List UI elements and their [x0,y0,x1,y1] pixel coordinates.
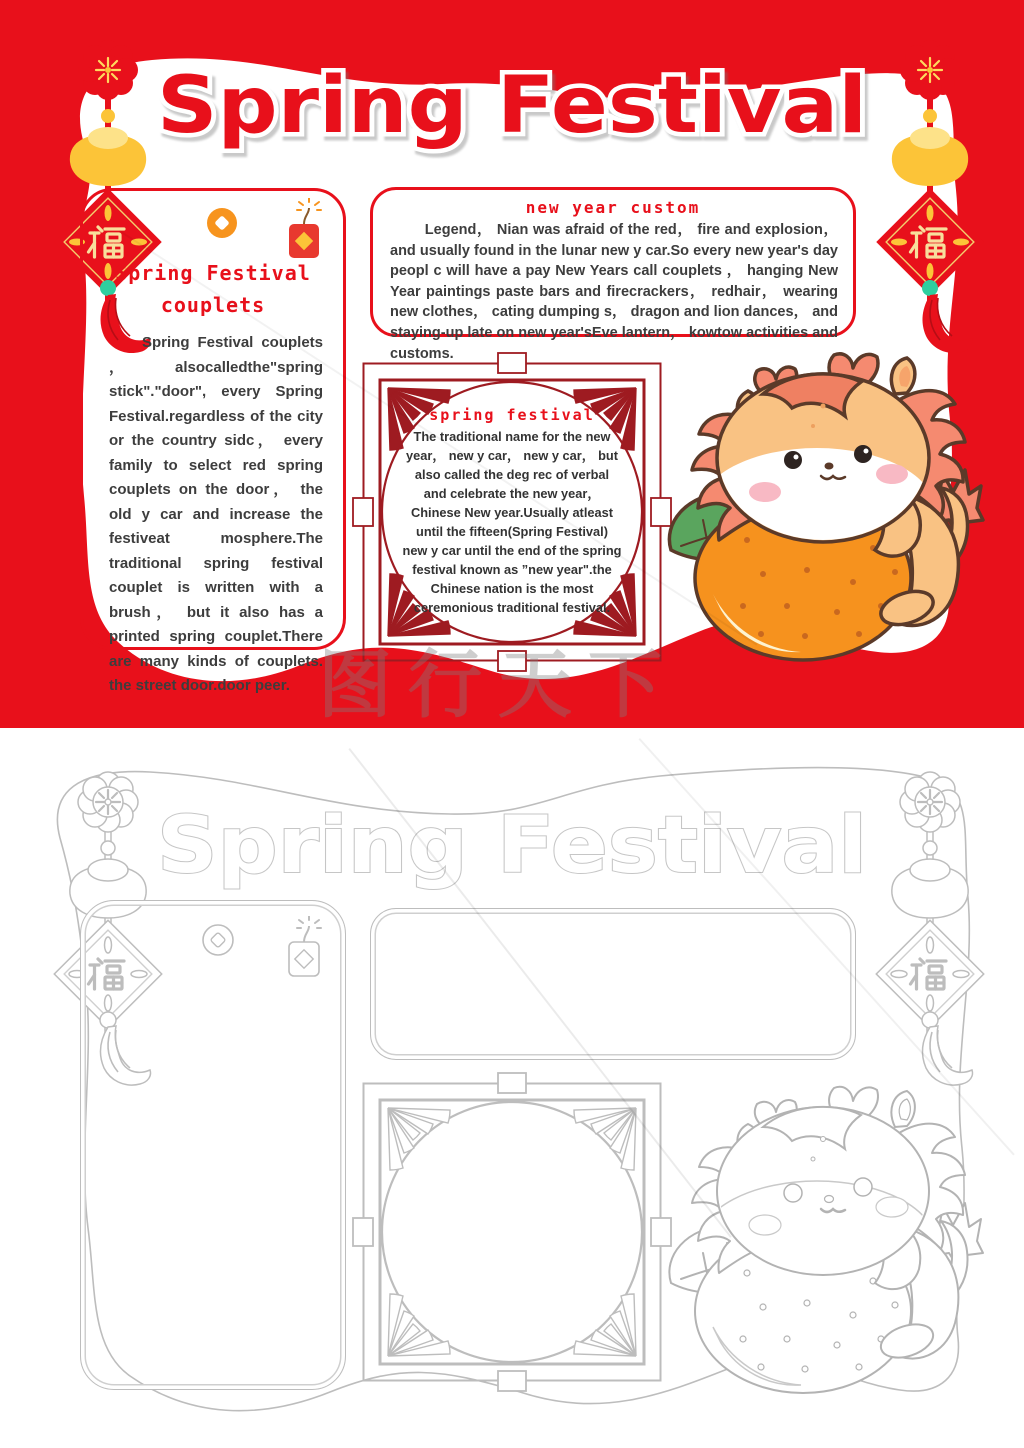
firecracker-icon [283,198,327,264]
page-title-outline [140,784,884,896]
couplets-heading-line1: Spring Festival [115,261,311,285]
page-title-text: Spring Festival [157,61,867,151]
dragon-mascot-illustration [655,342,985,662]
custom-panel [370,187,856,362]
coin-icon [204,205,240,241]
fu-ornament-right [870,30,990,360]
watermark-text: 图行天下 [318,642,678,728]
outline-coloring-sheet [0,728,1024,1448]
firecracker-icon-outline [283,916,327,982]
custom-panel-body: Legend， Nian was afraid of the red， fire and explosion， and usually found in the lunar new y car.So every new year's day peopl c will have a pay New Years call couplets ， hanging New Year paintings paste bars and firecrackers， redhair， wearing new clothes， cating dumping s， dragon and lion dances， and staying-up late on new year'sEve lantern， kowtow activities and customs. [390,222,838,362]
festival-heading: spring festival [429,406,595,424]
dragon-mascot-outline [655,1075,985,1395]
custom-panel-heading: new year custom [525,198,701,217]
coin-icon-outline [200,922,236,958]
custom-panel-outline [370,908,856,1060]
festival-circle [402,406,622,617]
page-title-outline-text: Spring Festival [157,801,867,891]
festival-body: The traditional name for the new year， new y car， new y car， but also called the deg rec of verbal and celebrate the new year， Chinese New year.Usually atleast until the fifteen(Spring Festival) new y car until the end of the spring festival known as ”new year".the Chinese nation is the most ceremonious traditional festival. [402,429,622,615]
page-title [140,44,884,156]
couplets-panel-body: Spring Festival couplets ，alsocalledthe"spring stick"."door", every Spring Festival.regardless of the city or the country sidc， every family to select red spring couplets on the door， the old y car and increase the festiveat mosphere.The traditional spring festival couplet is written with a brush， but it also has a printed spring couplet.There are many kinds of couplets. the street door.door peer. [109,334,323,694]
couplets-heading-line2: couplets [160,293,266,317]
couplets-panel-heading [83,257,343,321]
lattice-frame-outline [350,1070,674,1394]
fu-ornament-right-outline [870,762,990,1092]
